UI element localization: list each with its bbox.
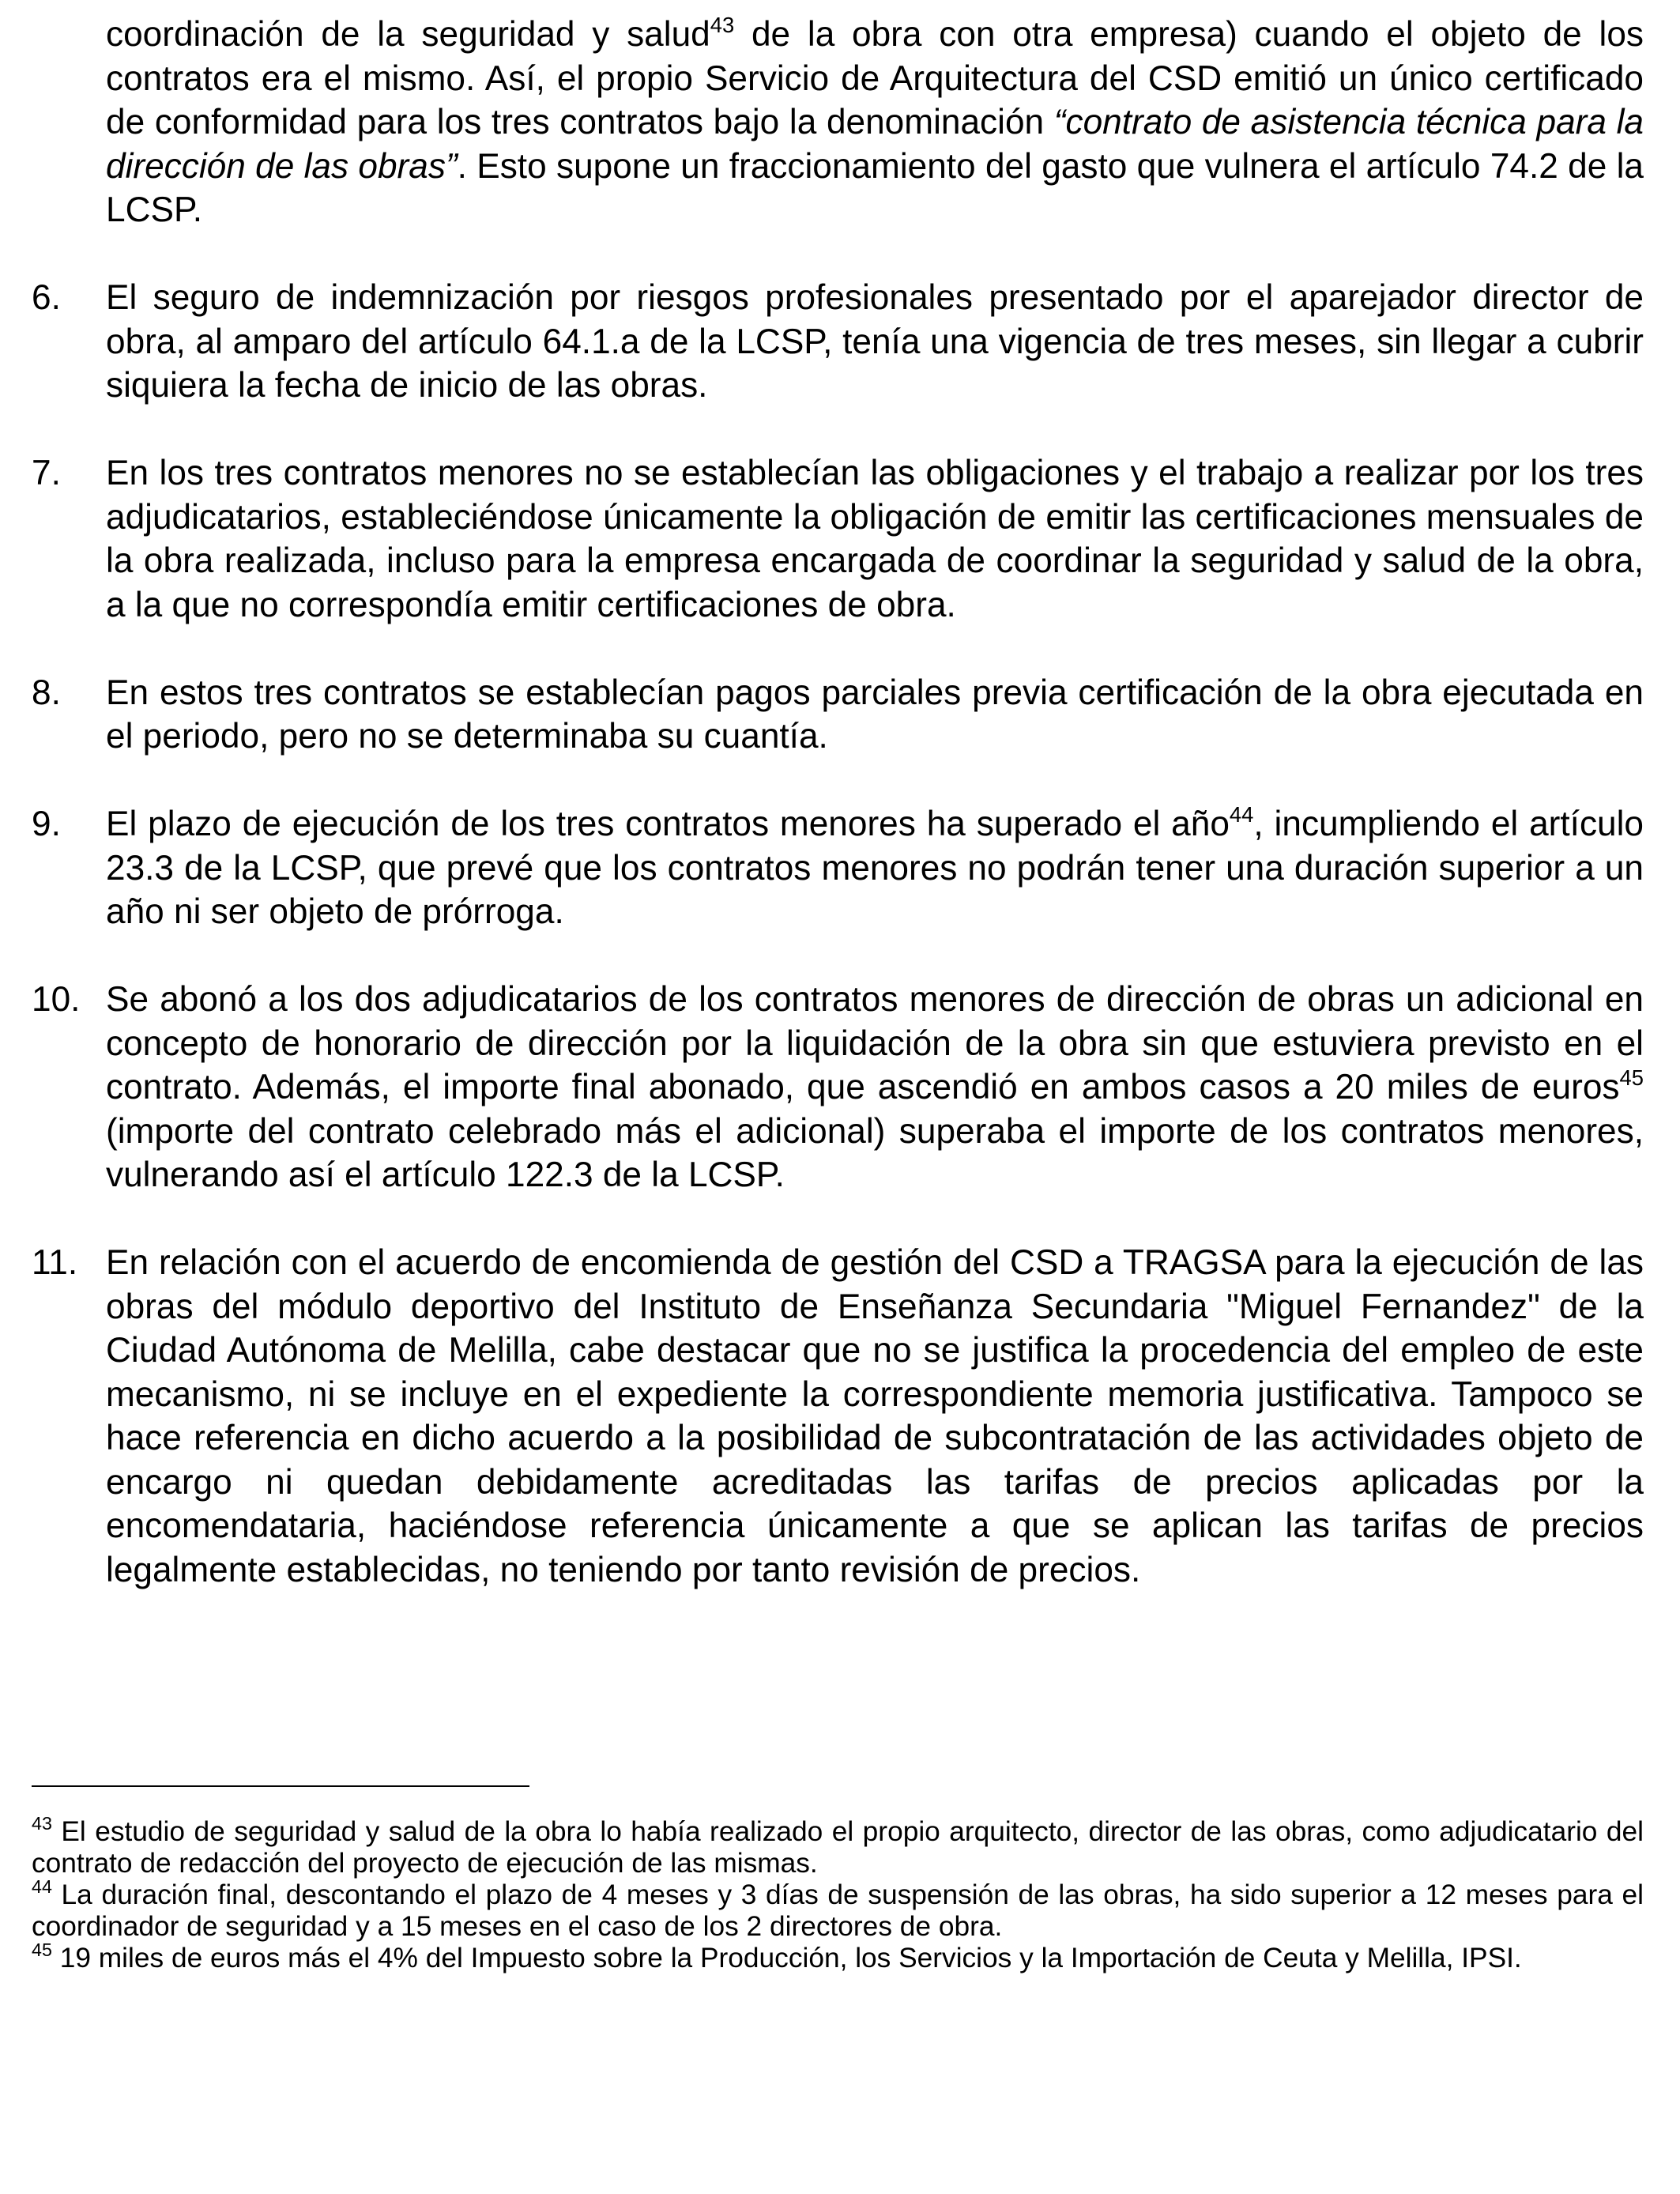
paragraph-text: . Esto supone un fraccionamiento del gasto que vulnera el artículo 74.2 de la LCSP.	[106, 146, 1644, 229]
footnote-43	[32, 1813, 1644, 1879]
list-item-7	[32, 451, 1644, 627]
list-item-10	[32, 978, 1644, 1197]
footnote-ref-45[interactable]: 45	[1619, 1065, 1644, 1091]
continued-paragraph	[32, 13, 1644, 232]
footnote-44	[32, 1876, 1644, 1943]
item-number: 7.	[32, 454, 61, 492]
list-item-11	[32, 1241, 1644, 1592]
item-text: En estos tres contratos se establecían pagos parciales previa certificación de la obra ejecutada en el periodo, pero no se determinaba su cuantía.	[106, 673, 1644, 756]
item-number: 8.	[32, 673, 61, 712]
paragraph-text: coordinación de la seguridad y salud	[106, 15, 710, 54]
item-number: 10.	[32, 980, 81, 1019]
item-number: 6.	[32, 278, 61, 317]
item-number: 9.	[32, 805, 61, 843]
item-text: (importe del contrato celebrado más el adicional) superaba el importe de los contratos menores, vulnerando así el artículo 122.3 de la LCSP.	[106, 1111, 1644, 1194]
item-text: En los tres contratos menores no se establecían las obligaciones y el trabajo a realizar por los tres adjudicatarios, estableciéndose únicamente la obligación de emitir las certificaciones mensuales de la obra realizada, incluso para la empresa encargada de coordinar la seguridad y salud de la obra, a la que no correspondía emitir certificaciones de obra.	[106, 454, 1644, 624]
main-text	[32, 13, 1644, 1636]
item-text: , incumpliendo el artículo 23.3 de la LCSP, que prevé que los contratos menores no podrán tener una duración superior a un año ni ser objeto de prórroga.	[106, 805, 1644, 931]
contract-denomination: “contrato de asistencia técnica para la dirección de las obras”	[106, 103, 1644, 186]
item-text: En relación con el acuerdo de encomienda de gestión del CSD a TRAGSA para la ejecución de las obras del módulo deportivo del Instituto de Enseñanza Secundaria "Miguel Fernandez" de la Ciudad Autónoma de Melilla, cabe destacar que no se justifica la procedencia del empleo de este mecanismo, ni se incluye en el expediente la correspondiente memoria justificativa. Tampoco se hace referencia en dicho acuerdo a la posibilidad de subcontratación de las actividades objeto de encargo ni quedan debidamente acreditadas las tarifas de precios aplicadas por la encomendataria, haciéndose referencia únicamente a que se aplican las tarifas de precios legalmente establecidas, no teniendo por tanto revisión de precios.	[106, 1243, 1644, 1589]
footnote-text: El estudio de seguridad y salud de la obra lo había realizado el propio arquitecto, director de las obras, como adjudicatario del contrato de redacción del proyecto de ejecución de las mismas.	[32, 1816, 1644, 1879]
footnote-text: 19 miles de euros más el 4% del Impuesto sobre la Producción, los Servicios y la Importación de Ceuta y Melilla, IPSI.	[51, 1943, 1522, 1973]
item-number: 11.	[32, 1243, 78, 1282]
list-item-6	[32, 276, 1644, 408]
footnote-number: 44	[32, 1876, 52, 1898]
item-text: El seguro de indemnización por riesgos profesionales presentado por el aparejador director de obra, al amparo del artículo 64.1.a de la LCSP, tenía una vigencia de tres meses, sin llegar a cubrir siquiera la fecha de inicio de las obras.	[106, 278, 1644, 405]
footnotes	[32, 1813, 1644, 1974]
footnote-45	[32, 1940, 1644, 1974]
footnote-number: 45	[32, 1940, 52, 1961]
list-item-8	[32, 671, 1644, 759]
item-text: El plazo de ejecución de los tres contratos menores ha superado el año	[106, 805, 1230, 843]
footnote-text: La duración final, descontando el plazo de 4 meses y 3 días de suspensión de las obras, ha sido superior a 12 meses para el coordinador de seguridad y a 15 meses en el caso de los 2 directores de obra.	[32, 1879, 1644, 1942]
footnote-number: 43	[32, 1813, 52, 1834]
footnote-ref-43[interactable]: 43	[710, 13, 735, 38]
paragraph-text: de la obra con otra empresa) cuando el objeto de los contratos era el mismo. Así, el propio Servicio de Arquitectura del CSD emitió un único certificado de conformidad para los tres contratos bajo la denominación	[106, 15, 1644, 141]
footnote-ref-44[interactable]: 44	[1229, 802, 1254, 827]
footnote-separator	[32, 1785, 529, 1787]
item-text: Se abonó a los dos adjudicatarios de los contratos menores de dirección de obras un adicional en concepto de honorario de dirección por la liquidación de la obra sin que estuviera previsto en el contrato. Además, el importe final abonado, que ascendió en ambos casos a 20 miles de euros	[106, 980, 1644, 1106]
list-item-9	[32, 802, 1644, 934]
